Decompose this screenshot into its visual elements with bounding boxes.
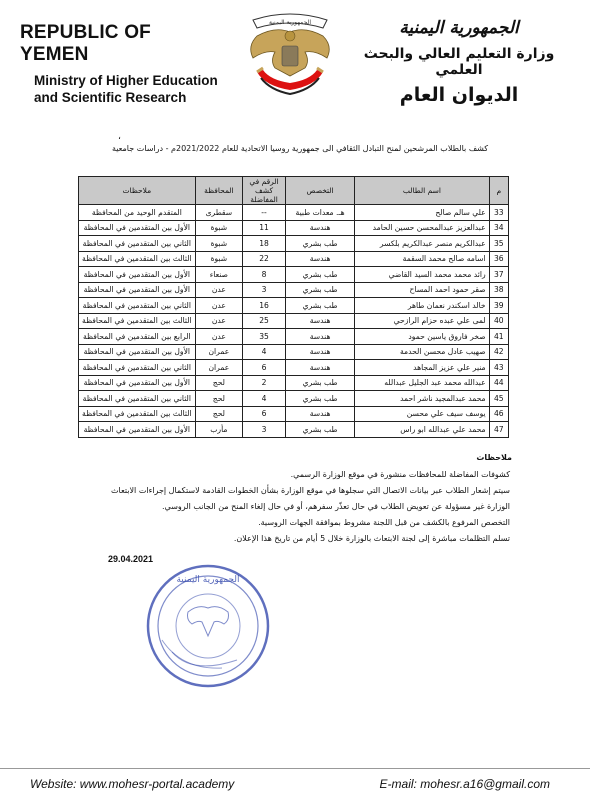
row-number: 43 [489,360,508,376]
specialty: طب بشري [285,422,354,438]
ranking-number: 3 [243,422,286,438]
row-note: الأول بين المتقدمين في المحافظة [79,422,196,438]
table-row [79,267,509,283]
ranking-number: 22 [243,251,286,267]
specialty: طب بشري [285,267,354,283]
page-footer [0,768,590,801]
student-name: عبدالكريم منصر عبدالكريم بلكسر [355,236,489,252]
candidates-table [78,176,509,438]
governorate: سقطرى [195,205,242,221]
note-line: الوزارة غير مسؤولة عن تعويض الطلاب في حال تعذّر سفرهم، أو في حال إلغاء المنح من الجانب الروسي. [161,502,510,511]
row-number: 44 [489,375,508,391]
col-header-rank: الرقم في كشف المفاضلة [243,177,286,205]
row-note: الرابع بين المتقدمين في المحافظة [79,329,196,345]
table-row [79,391,509,407]
republic-title: REPUBLIC OF YEMEN [20,22,151,65]
student-name: عبدالعزيز عبدالمحسن حسين الحامد [355,220,489,236]
english-header [20,22,220,106]
ranking-number: 4 [243,344,286,360]
governorate: شبوة [195,220,242,236]
ministry-name-en: Ministry of Higher Education and Scientific Research [34,73,218,105]
student-name: صهيب عادل محسن الحدمة [355,344,489,360]
student-name: صخر فاروق ياسين حمود [355,329,489,345]
student-name: منير علي عزيز المجاهد [355,360,489,376]
ranking-number: 2 [243,375,286,391]
row-number: 47 [489,422,508,438]
governorate: شبوة [195,236,242,252]
row-note: الأول بين المتقدمين في المحافظة [79,344,196,360]
row-number: 35 [489,236,508,252]
table-row [79,205,509,221]
svg-text:الجمهورية اليمنية: الجمهورية اليمنية [268,19,312,26]
row-number: 46 [489,406,508,422]
specialty: هندسة [285,220,354,236]
row-note: الثاني بين المتقدمين في المحافظة [79,360,196,376]
note-line: التخصص المرفوع بالكشف من قبل اللجنة مشروط بموافقة الجهات الروسية. [258,518,510,527]
margin-mark: ، [118,132,121,142]
row-note: الأول بين المتقدمين في المحافظة [79,375,196,391]
governorate: عدن [195,282,242,298]
ranking-number: 6 [243,360,286,376]
row-number: 40 [489,313,508,329]
specialty: طب بشري [285,391,354,407]
col-header-specialty: التخصص [285,177,354,205]
row-number: 38 [489,282,508,298]
official-stamp-icon [142,560,274,692]
row-number: 36 [489,251,508,267]
col-header-governorate: المحافظة [195,177,242,205]
row-number: 39 [489,298,508,314]
table-row [79,236,509,252]
email-link[interactable]: E-mail: mohesr.a16@gmail.com [379,777,550,791]
ranking-number: 6 [243,406,286,422]
website-link[interactable]: Website: www.mohesr-portal.academy [30,777,235,791]
student-name: محمد عبدالمجيد ناشر احمد [355,391,489,407]
student-name: محمد علي عبدالله ابو راس [355,422,489,438]
table-row [79,344,509,360]
governorate: عدن [195,313,242,329]
row-note: الأول بين المتقدمين في المحافظة [79,267,196,283]
table-header-row [79,177,509,205]
specialty: طب بشري [285,375,354,391]
specialty: هندسة [285,406,354,422]
student-name: اسامه صالح محمد السقمة [355,251,489,267]
document-caption: كشف بالطلاب المرشحين لمنح التبادل الثقافي الى جمهورية روسيا الاتحادية للعام 2021/2022م - دراسات جامعية [111,144,489,153]
row-number: 37 [489,267,508,283]
notes-title: ملاحظات [476,453,512,462]
specialty: هندسة [285,251,354,267]
specialty: هـ. معدات طبية [285,205,354,221]
ranking-number: -- [243,205,286,221]
note-line: تسلم التظلمات مباشرة إلى لجنة الابتعاث بالوزارة خلال 5 أيام من تاريخ هذا الإعلان. [233,534,510,543]
document-date: 29.04.2021 [108,554,154,564]
table-row [79,313,509,329]
ranking-number: 8 [243,267,286,283]
table-row [79,360,509,376]
specialty: طب بشري [285,298,354,314]
student-name: خالد اسكندر نعمان طاهر [355,298,489,314]
eagle-emblem-icon [235,6,345,101]
row-note: الأول بين المتقدمين في المحافظة [79,220,196,236]
ranking-number: 18 [243,236,286,252]
ranking-number: 16 [243,298,286,314]
table-row [79,251,509,267]
governorate: صنعاء [195,267,242,283]
row-note: الثاني بين المتقدمين في المحافظة [79,236,196,252]
specialty: هندسة [285,329,354,345]
svg-text:الجمهورية اليمنية: الجمهورية اليمنية [176,575,240,585]
ministry-name-ar: وزارة التعليم العالي والبحث العلمي [363,46,555,78]
specialty: هندسة [285,360,354,376]
row-note: الثالث بين المتقدمين في المحافظة [79,406,196,422]
row-number: 45 [489,391,508,407]
table-row [79,375,509,391]
row-number: 42 [489,344,508,360]
row-note: الثاني بين المتقدمين في المحافظة [79,298,196,314]
arabic-header [344,18,574,106]
ranking-number: 4 [243,391,286,407]
table-row [79,422,509,438]
student-name: لمى علي عبده حزام الرازحي [355,313,489,329]
student-name: يوسف سيف علي محسن [355,406,489,422]
governorate: لحج [195,375,242,391]
student-name: علي سالم صالح [355,205,489,221]
governorate: عدن [195,298,242,314]
row-note: الأول بين المتقدمين في المحافظة [79,282,196,298]
table-row [79,298,509,314]
row-number: 33 [489,205,508,221]
governorate: عمران [195,344,242,360]
notes-section [70,452,510,549]
student-name: عبدالله محمد عبد الجليل عبدالله [355,375,489,391]
governorate: عدن [195,329,242,345]
specialty: هندسة [285,313,354,329]
row-note: الثالث بين المتقدمين في المحافظة [79,251,196,267]
student-name: رائد محمد محمد السيد القاضي [355,267,489,283]
office-name-ar: الديوان العام [399,84,519,106]
col-header-notes: ملاحظات [79,177,196,205]
row-note: الثالث بين المتقدمين في المحافظة [79,313,196,329]
ranking-number: 35 [243,329,286,345]
col-header-number: م [489,177,508,205]
student-name: صقر حمود احمد المساح [355,282,489,298]
table-row [79,220,509,236]
table-row [79,406,509,422]
col-header-name: اسم الطالب [355,177,489,205]
table-row [79,329,509,345]
governorate: شبوة [195,251,242,267]
row-number: 34 [489,220,508,236]
ranking-number: 11 [243,220,286,236]
ranking-number: 25 [243,313,286,329]
republic-title-ar: الجمهورية اليمنية [399,18,519,38]
row-number: 41 [489,329,508,345]
row-note: الثاني بين المتقدمين في المحافظة [79,391,196,407]
governorate: مأرب [195,422,242,438]
ranking-number: 3 [243,282,286,298]
governorate: عمران [195,360,242,376]
specialty: طب بشري [285,282,354,298]
row-note: المتقدم الوحيد من المحافظة [79,205,196,221]
note-line: كشوفات المفاضلة للمحافظات منشورة في موقع الوزارة الرسمي. [290,470,510,479]
governorate: لحج [195,391,242,407]
specialty: طب بشري [285,236,354,252]
note-line: سيتم إشعار الطلاب عبر بيانات الاتصال التي سجلوها في موقع الوزارة بشأن الخطوات القادمة لاستكمال إجراءات الابتعاث [111,486,510,495]
governorate: لحج [195,406,242,422]
specialty: هندسة [285,344,354,360]
table-row [79,282,509,298]
